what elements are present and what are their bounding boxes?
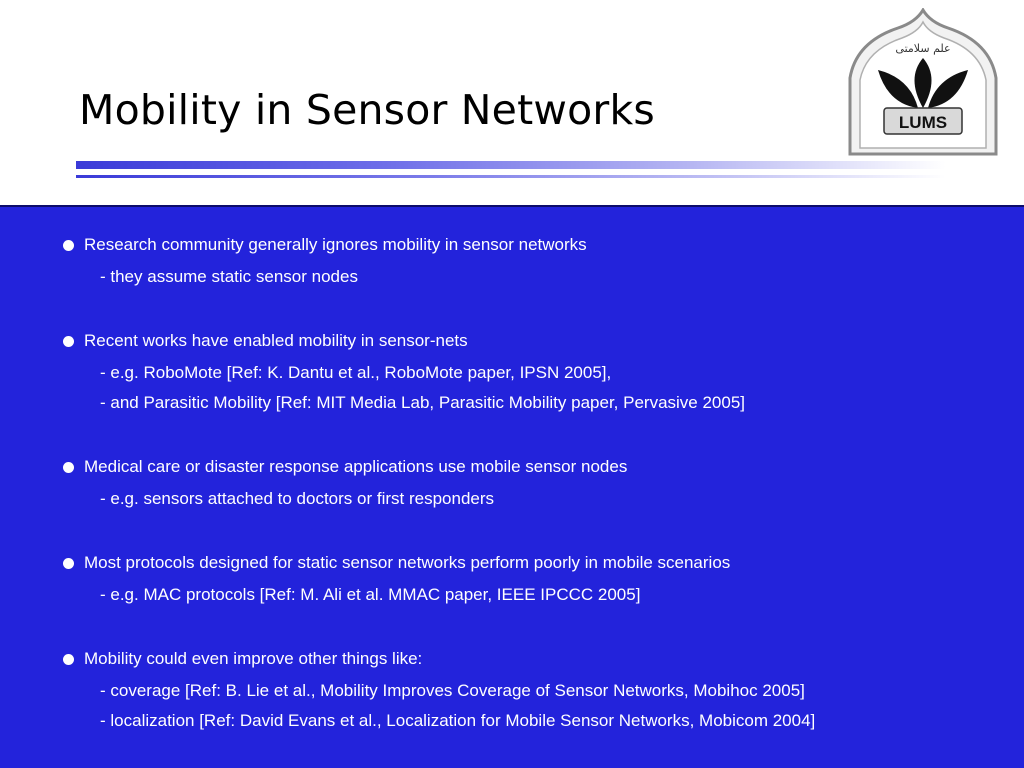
- bullet-dot-icon: [63, 558, 74, 569]
- bullet-item: [63, 329, 1004, 361]
- sub-item: - e.g. MAC protocols [Ref: M. Ali et al. MMAC paper, IEEE IPCCC 2005]: [100, 585, 641, 604]
- bullet-text: Mobility could even improve other things like:: [84, 649, 423, 668]
- bullet-text: Recent works have enabled mobility in sensor-nets: [84, 331, 468, 350]
- bullet-text: Medical care or disaster response applications use mobile sensor nodes: [84, 457, 628, 476]
- bullet-item: [63, 455, 1004, 487]
- bullet-item: [63, 233, 1004, 265]
- title-underline-thin: [76, 175, 946, 178]
- sub-item: - e.g. RoboMote [Ref: K. Dantu et al., RoboMote paper, IPSN 2005],: [100, 363, 612, 382]
- bullet-list: [63, 233, 1004, 739]
- bullet-text: Most protocols designed for static sensor networks perform poorly in mobile scenarios: [84, 553, 731, 572]
- logo-text: LUMS: [898, 113, 948, 132]
- title-underline-thick: [76, 161, 946, 169]
- bullet-item: [63, 551, 1004, 583]
- lums-logo: [838, 8, 1008, 156]
- slide-title: Mobility in Sensor Networks: [79, 86, 655, 134]
- sub-item: - localization [Ref: David Evans et al., Localization for Mobile Sensor Networks, Mobicom 2004]: [100, 711, 816, 730]
- sub-item: - coverage [Ref: B. Lie et al., Mobility Improves Coverage of Sensor Networks, Mobihoc 2005]: [100, 681, 805, 700]
- bullet-dot-icon: [63, 240, 74, 251]
- bullet-dot-icon: [63, 336, 74, 347]
- logo-script: علم سلامتی: [895, 42, 951, 55]
- sub-item: - they assume static sensor nodes: [100, 267, 358, 286]
- bullet-dot-icon: [63, 654, 74, 665]
- bullet-item: [63, 647, 1004, 679]
- bullet-group-1: [63, 233, 1004, 295]
- bullet-group-2: [63, 329, 1004, 421]
- bullet-dot-icon: [63, 462, 74, 473]
- bullet-text: Research community generally ignores mobility in sensor networks: [84, 235, 587, 254]
- sub-item: - e.g. sensors attached to doctors or first responders: [100, 489, 495, 508]
- content-panel: [0, 205, 1024, 768]
- bullet-group-4: [63, 551, 1004, 613]
- sub-item: - and Parasitic Mobility [Ref: MIT Media Lab, Parasitic Mobility paper, Pervasive 2005]: [100, 393, 746, 412]
- bullet-group-3: [63, 455, 1004, 517]
- bullet-group-5: [63, 647, 1004, 739]
